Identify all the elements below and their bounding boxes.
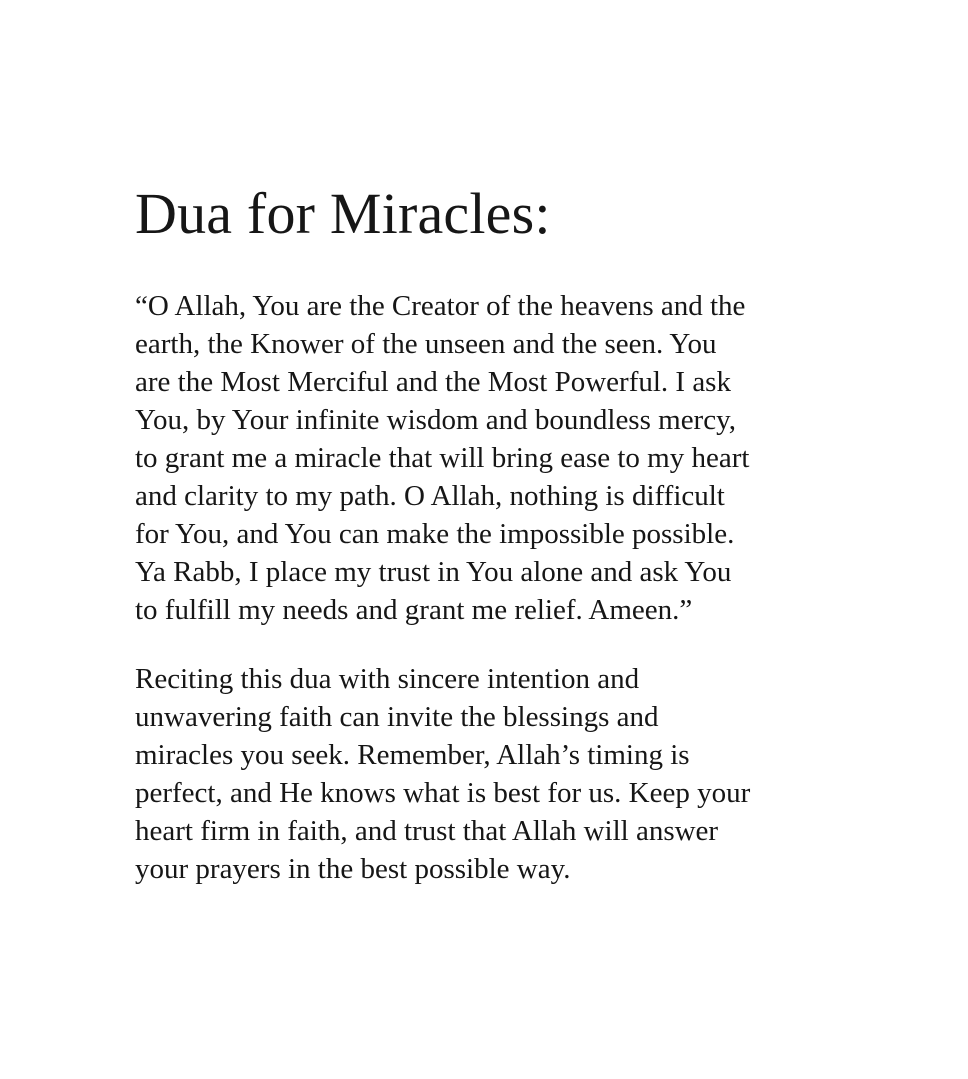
dua-line: to fulfill my needs and grant me relief. Ameen.”	[135, 594, 693, 627]
dua-line: You, by Your infinite wisdom and boundless mercy,	[135, 404, 736, 437]
dua-line: Ya Rabb, I place my trust in You alone and ask You	[135, 556, 732, 589]
dua-line: for You, and You can make the impossible possible.	[135, 518, 735, 551]
explanation-line: heart firm in faith, and trust that Allah will answer	[135, 815, 719, 848]
dua-line: “O Allah, You are the Creator of the heavens and the	[135, 290, 746, 322]
page-title: Dua for Miracles:	[135, 181, 551, 246]
explanation-line: perfect, and He knows what is best for us. Keep your	[135, 777, 751, 810]
dua-line: are the Most Merciful and the Most Powerful. I ask	[135, 366, 731, 399]
dua-line: and clarity to my path. O Allah, nothing is difficult	[135, 480, 725, 513]
explanation-paragraph	[135, 660, 750, 888]
explanation-line: Reciting this dua with sincere intention and	[135, 663, 640, 695]
dua-paragraph	[135, 287, 749, 629]
explanation-line: unwavering faith can invite the blessings and	[135, 701, 659, 734]
explanation-line: your prayers in the best possible way.	[135, 853, 571, 886]
explanation-line: miracles you seek. Remember, Allah’s timing is	[135, 739, 690, 772]
dua-line: earth, the Knower of the unseen and the seen. You	[135, 328, 717, 361]
dua-line: to grant me a miracle that will bring ease to my heart	[135, 442, 750, 475]
